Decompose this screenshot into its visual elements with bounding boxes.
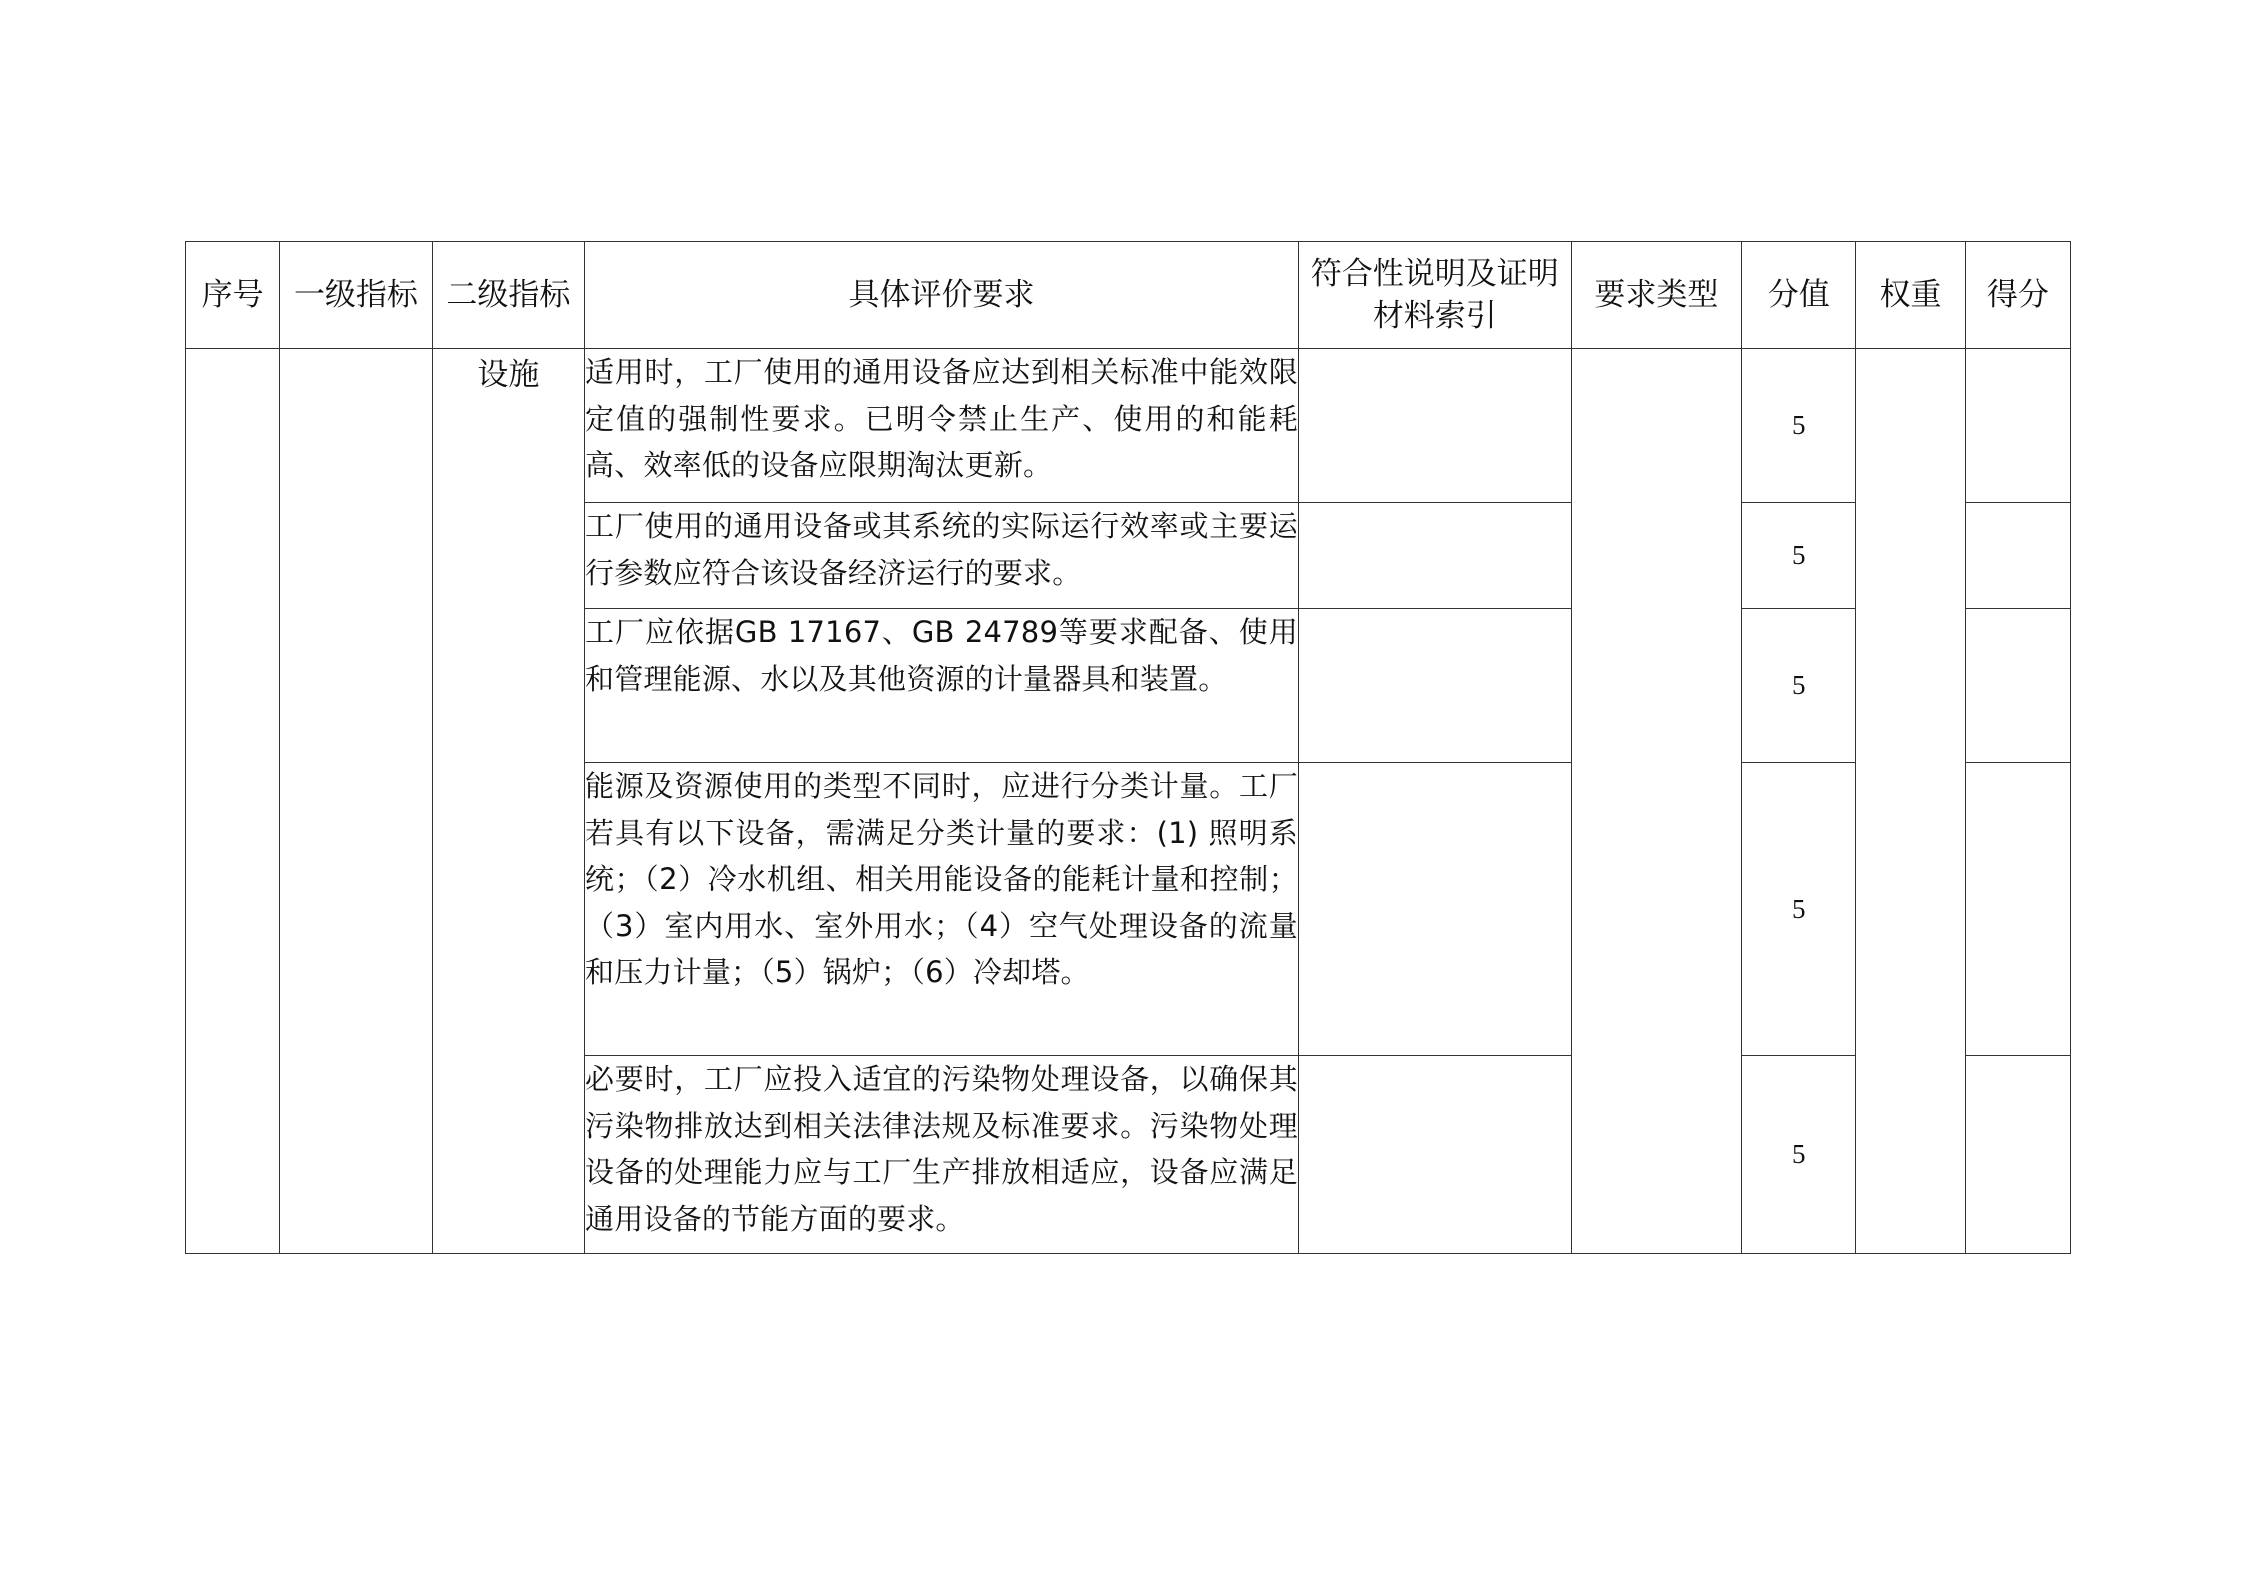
req-type-cell[interactable]	[1571, 349, 1741, 1254]
evidence-cell[interactable]	[1298, 763, 1571, 1056]
score-cell: 5	[1742, 763, 1856, 1056]
header-result: 得分	[1965, 242, 2070, 349]
result-cell[interactable]	[1965, 609, 2070, 763]
evidence-cell[interactable]	[1298, 609, 1571, 763]
header-weight: 权重	[1856, 242, 1965, 349]
evaluation-table	[185, 241, 2071, 1254]
requirement-cell: 工厂应依据GB 17167、GB 24789等要求配备、使用和管理能源、水以及其他资源的计量器具和装置。	[585, 609, 1299, 763]
evidence-cell[interactable]	[1298, 1056, 1571, 1254]
requirement-cell: 必要时，工厂应投入适宜的污染物处理设备，以确保其污染物排放达到相关法律法规及标准要求。污染物处理设备的处理能力应与工厂生产排放相适应，设备应满足通用设备的节能方面的要求。	[585, 1056, 1299, 1254]
header-evidence: 符合性说明及证明材料索引	[1298, 242, 1571, 349]
result-cell[interactable]	[1965, 349, 2070, 503]
evidence-cell[interactable]	[1298, 349, 1571, 503]
score-cell: 5	[1742, 349, 1856, 503]
level2-cell: 设施	[432, 349, 584, 1254]
score-cell: 5	[1742, 609, 1856, 763]
result-cell[interactable]	[1965, 503, 2070, 609]
evidence-cell[interactable]	[1298, 503, 1571, 609]
result-cell[interactable]	[1965, 763, 2070, 1056]
header-level2: 二级指标	[432, 242, 584, 349]
requirement-cell: 工厂使用的通用设备或其系统的实际运行效率或主要运行参数应符合该设备经济运行的要求。	[585, 503, 1299, 609]
level1-cell	[280, 349, 432, 1254]
header-requirement: 具体评价要求	[585, 242, 1299, 349]
header-req-type: 要求类型	[1571, 242, 1741, 349]
weight-cell[interactable]	[1856, 349, 1965, 1254]
score-cell: 5	[1742, 1056, 1856, 1254]
header-score: 分值	[1742, 242, 1856, 349]
header-seq: 序号	[186, 242, 280, 349]
table-row	[186, 349, 2071, 503]
score-cell: 5	[1742, 503, 1856, 609]
requirement-cell: 适用时，工厂使用的通用设备应达到相关标准中能效限定值的强制性要求。已明令禁止生产、使用的和能耗高、效率低的设备应限期淘汰更新。	[585, 349, 1299, 503]
seq-cell	[186, 349, 280, 1254]
requirement-cell: 能源及资源使用的类型不同时，应进行分类计量。工厂若具有以下设备，需满足分类计量的要求：(1) 照明系统；（2）冷水机组、相关用能设备的能耗计量和控制；（3）室内用水、室外用水；（4）空气处理设备的流量和压力计量；（5）锅炉；（6）冷却塔。	[585, 763, 1299, 1056]
result-cell[interactable]	[1965, 1056, 2070, 1254]
header-row	[186, 242, 2071, 349]
header-level1: 一级指标	[280, 242, 432, 349]
